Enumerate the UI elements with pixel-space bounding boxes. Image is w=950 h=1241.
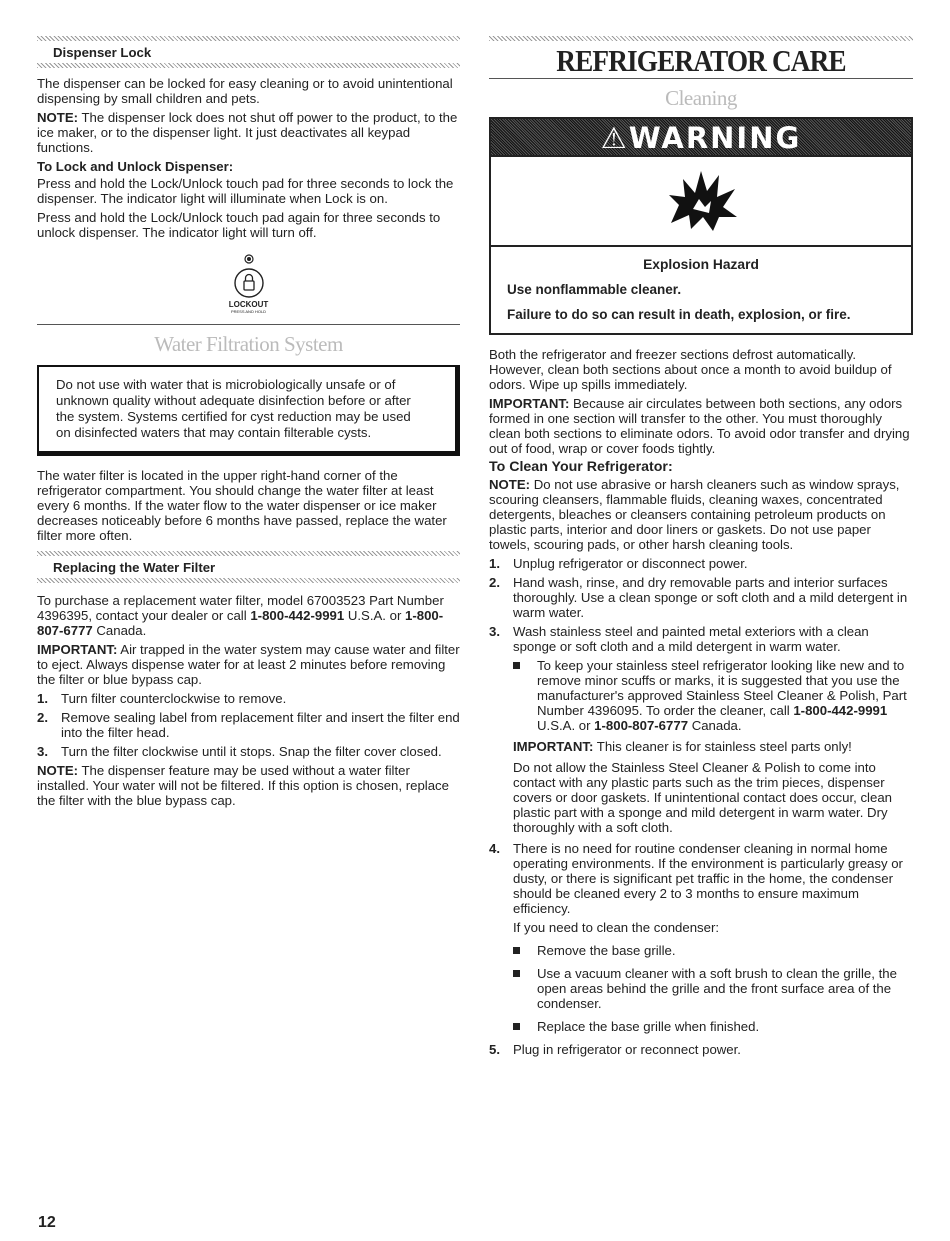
dispenser-lock-intro: The dispenser can be locked for easy cleaning or to avoid unintentional dispensing by small children and pets. — [37, 76, 453, 106]
cleaning-steps-end — [489, 1042, 913, 1057]
list-item: Replace the base grille when finished. — [489, 1019, 913, 1034]
lockout-sublabel: PRESS AND HOLD — [230, 309, 267, 314]
warning-hazard: Explosion Hazard — [643, 257, 759, 272]
bullet-square-icon — [513, 662, 520, 669]
water-filtration-heading: Water Filtration System — [154, 332, 343, 356]
lockout-label: LOCKOUT — [228, 300, 269, 309]
stainless-bullets — [489, 658, 913, 733]
section-rule — [489, 36, 913, 41]
list-item: Remove the base grille. — [489, 943, 913, 958]
replacing-filter-heading: Replacing the Water Filter — [53, 560, 216, 575]
bullet-square-icon — [513, 970, 520, 977]
right-column — [489, 36, 913, 1061]
list-item: To keep your stainless steel refrigerator looking like new and to remove minor scuffs or marks, it is suggested that you use the manufacturer's approved Stainless Steel Cleaner & Polish, Part Number 4396095. To order the cleaner, call 1-800-442-9991 U.S.A. or 1-800-807-6777 Canada. — [489, 658, 913, 733]
left-column — [37, 36, 460, 812]
divider — [37, 324, 460, 325]
list-item: 2. Hand wash, rinse, and dry removable parts and interior surfaces thoroughly. Use a clean sponge or soft cloth and a mild detergent in warm water. — [489, 575, 908, 620]
stainless-caution: Do not allow the Stainless Steel Cleaner & Polish to come into contact with any plastic parts such as the trim pieces, dispenser covers or door gaskets. If unintentional contact does occur, clean plastic part with a sponge and mild detergent in warm water. Dry thoroughly with a soft cloth. — [513, 760, 892, 835]
list-item: 3. Turn the filter clockwise until it stops. Snap the filter cover closed. — [37, 744, 442, 759]
lock-instructions: Press and hold the Lock/Unlock touch pad for three seconds to lock the dispenser. The indicator light will illuminate when Lock is on. — [37, 176, 454, 206]
cleaning-heading: Cleaning — [665, 86, 737, 110]
list-item: Use a vacuum cleaner with a soft brush to clean the grille, the open areas behind the grille and the front surface area of the condenser. — [489, 966, 913, 1011]
explosion-icon — [663, 165, 743, 235]
list-item: 5. Plug in refrigerator or reconnect power. — [489, 1042, 741, 1057]
unlock-instructions: Press and hold the Lock/Unlock touch pad again for three seconds to unlock dispenser. The indicator light will turn off. — [37, 210, 441, 240]
section-rule — [37, 578, 460, 583]
lock-unlock-subheading: To Lock and Unlock Dispenser: — [37, 159, 234, 174]
filter-note: NOTE: The dispenser feature may be used without a water filter installed. Your water will not be filtered. If this option is chosen, replace the filter with the blue bypass cap. — [37, 763, 449, 808]
warning-text — [491, 247, 911, 333]
condenser-intro: If you need to clean the condenser: — [513, 920, 720, 935]
water-filter-location: The water filter is located in the upper right-hand corner of the refrigerator compartment. You should change the water filter at least every 6 months. If the water flow to the water dispenser or ice maker decreases noticeably before 6 months have passed, replace the water filter more often. — [37, 468, 447, 543]
bullet-square-icon — [513, 947, 520, 954]
warning-box — [489, 117, 913, 335]
purchase-filter-text: To purchase a replacement water filter, model 67003523 Part Number 4396395, contact your dealer or call 1-800-442-9991 U.S.A. or 1-800-807-6777 Canada. — [37, 593, 444, 638]
warning-line2: Failure to do so can result in death, explosion, or fire. — [507, 307, 851, 322]
filter-steps — [37, 691, 460, 759]
list-item: 2. Remove sealing label from replacement filter and insert the filter end into the filter head. — [37, 710, 460, 740]
bullet-square-icon — [513, 1023, 520, 1030]
stainless-important: IMPORTANT: This cleaner is for stainless steel parts only! — [513, 739, 852, 754]
warning-banner — [491, 119, 911, 155]
cleaning-steps-cont — [489, 841, 913, 916]
lockout-figure — [37, 254, 460, 316]
page-title: REFRIGERATOR CARE — [556, 43, 846, 78]
filter-important: IMPORTANT: Air trapped in the water system may cause water and filter to eject. Always dispense water for at least 2 minutes before removing the filter or blue bypass cap. — [37, 642, 460, 687]
warning-line1: Use nonflammable cleaner. — [507, 282, 682, 297]
filter-warning-box — [37, 365, 460, 456]
list-item: 1. Turn filter counterclockwise to remove. — [37, 691, 287, 706]
warning-label: WARNING — [628, 121, 802, 155]
warning-triangle-icon: ⚠ — [600, 121, 629, 155]
dispenser-lock-heading: Dispenser Lock — [53, 45, 152, 60]
defrost-text: Both the refrigerator and freezer sections defrost automatically. However, clean both sections about once a month to avoid buildup of odors. Wipe up spills immediately. — [489, 347, 892, 392]
clean-refrigerator-heading: To Clean Your Refrigerator: — [489, 459, 673, 475]
condenser-bullets — [489, 943, 913, 1034]
cleaner-note: NOTE: Do not use abrasive or harsh cleaners such as window sprays, scouring cleansers, flammable fluids, cleaning waxes, concentrated detergents, bleaches or cleansers containing petroleum products on plastic parts, interior and door liners or gaskets. Do not use paper towels, scouring pads, or other harsh cleaning tools. — [489, 477, 900, 552]
warning-icon-area — [491, 155, 911, 247]
cleaning-steps — [489, 556, 913, 654]
odor-important: IMPORTANT: Because air circulates between both sections, any odors formed in one section will transfer to the other. You must thoroughly clean both sections to eliminate odors. To avoid odor transfer and drying out of food, wrap or cover foods tightly. — [489, 396, 910, 456]
lockout-button-icon — [229, 254, 269, 300]
filter-warning-text: Do not use with water that is microbiologically unsafe or of unknown quality without adequate disinfection before or after the system. Systems certified for cyst reduction may be used on disinfected waters that may contain filterable cysts. — [56, 377, 411, 440]
list-item: 4. There is no need for routine condenser cleaning in normal home operating environments. If the environment is particularly greasy or dusty, or there is significant pet traffic in the home, the condenser should be cleaned every 2 to 3 months to ensure maximum efficiency. — [489, 841, 903, 916]
dispenser-lock-note: NOTE: The dispenser lock does not shut off power to the product, to the ice maker, or to the dispenser light. It just deactivates all keypad functions. — [37, 110, 458, 155]
list-item: 3. Wash stainless steel and painted metal exteriors with a clean sponge or soft cloth and a mild detergent in warm water. — [489, 624, 869, 654]
page-number: 12 — [38, 1214, 56, 1231]
list-item: 1. Unplug refrigerator or disconnect power. — [489, 556, 748, 571]
divider — [489, 78, 913, 79]
section-rule — [37, 63, 460, 68]
